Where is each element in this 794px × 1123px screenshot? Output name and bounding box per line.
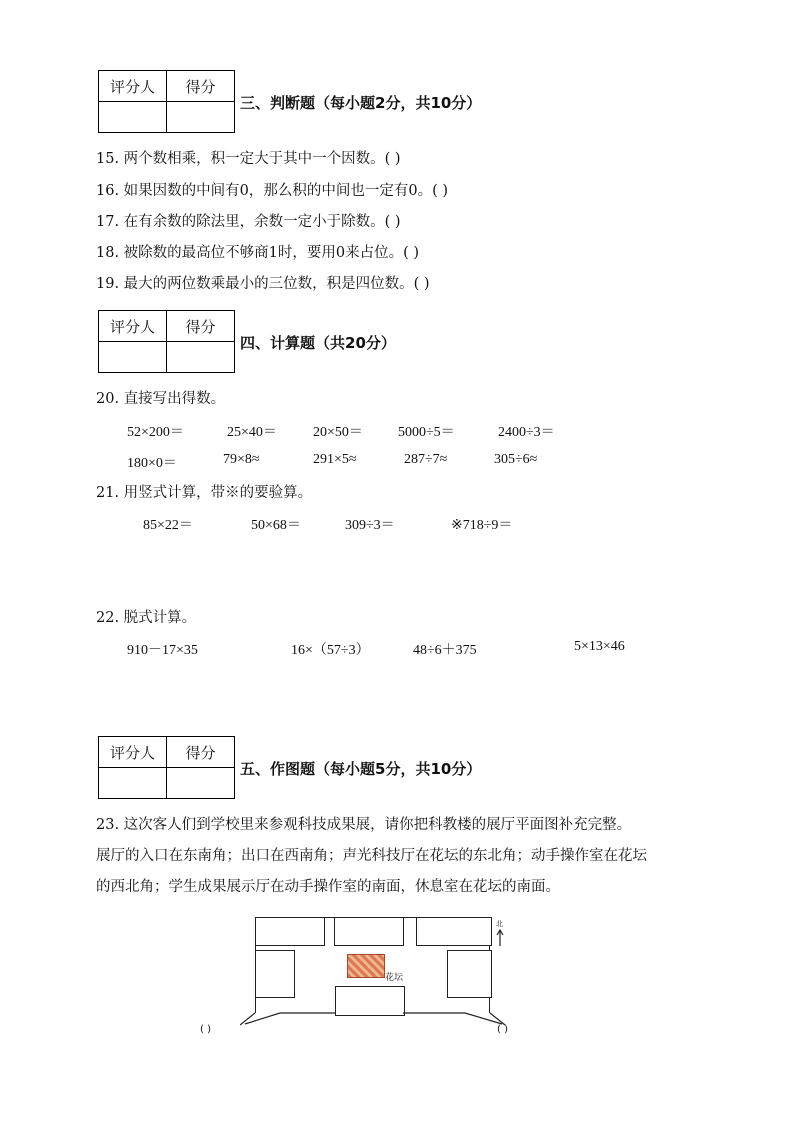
flowerbed-label: 花坛 — [385, 973, 404, 983]
q20-r1-3: 20×50＝ — [313, 425, 363, 440]
reviewer-label: 评分人 — [99, 311, 167, 342]
q20-r1-5: 2400÷3＝ — [498, 425, 555, 440]
score-cell[interactable] — [167, 768, 235, 799]
q22-3: 48÷6＋375 — [413, 643, 477, 658]
section3-title: 三、判断题（每小题2分，共10分） — [240, 94, 482, 112]
q23-line2: 展厅的入口在东南角；出口在西南角；声光科技厅在花坛的东北角；动手操作室在花坛 — [96, 848, 647, 864]
q21-1: 85×22＝ — [143, 518, 193, 533]
section4-title: 四、计算题（共20分） — [240, 334, 396, 352]
q20-r2-2: 79×8≈ — [223, 452, 260, 467]
q16: 16. 如果因数的中间有0，那么积的中间也一定有0。( ) — [96, 183, 449, 199]
section5-title: 五、作图题（每小题5分，共10分） — [240, 760, 482, 778]
q20-r1-2: 25×40＝ — [227, 425, 277, 440]
q20-r2-5: 305÷6≈ — [494, 452, 538, 467]
reviewer-label: 评分人 — [99, 71, 167, 102]
reviewer-cell[interactable] — [99, 342, 167, 373]
blank-left[interactable]: ( ) — [200, 1024, 211, 1035]
q20-r1-1: 52×200＝ — [127, 425, 184, 440]
q23-line1: 23. 这次客人们到学校里来参观科技成果展，请你把科教楼的展厅平面图补充完整。 — [96, 817, 632, 833]
q21-label: 21. 用竖式计算，带※的要验算。 — [96, 485, 313, 501]
q21-4: ※718÷9＝ — [451, 518, 513, 533]
q20-r2-4: 287÷7≈ — [404, 452, 448, 467]
score-cell[interactable] — [167, 342, 235, 373]
room-top-right[interactable] — [416, 917, 492, 946]
q20-r2-3: 291×5≈ — [313, 452, 357, 467]
score-table-3 — [98, 70, 235, 133]
reviewer-cell[interactable] — [99, 102, 167, 133]
q20-r1-4: 5000÷5＝ — [398, 425, 455, 440]
north-arrow-icon — [495, 929, 505, 947]
q20-label: 20. 直接写出得数。 — [96, 391, 226, 407]
score-cell[interactable] — [167, 102, 235, 133]
q20-r2-1: 180×0＝ — [127, 456, 177, 471]
q19: 19. 最大的两位数乘最小的三位数，积是四位数。( ) — [96, 276, 430, 292]
score-label: 得分 — [167, 311, 235, 342]
q21-3: 309÷3＝ — [345, 518, 395, 533]
q15: 15. 两个数相乘，积一定大于其中一个因数。( ) — [96, 151, 401, 167]
bottom-walls — [240, 1000, 510, 1030]
room-top-left[interactable] — [255, 917, 325, 946]
room-west[interactable] — [255, 950, 295, 998]
north-label: 北 — [496, 920, 503, 928]
q22-label: 22. 脱式计算。 — [96, 610, 197, 626]
flowerbed-icon — [347, 954, 385, 978]
score-label: 得分 — [167, 737, 235, 768]
score-label: 得分 — [167, 71, 235, 102]
blank-right[interactable]: ( ) — [497, 1024, 508, 1035]
room-east[interactable] — [447, 950, 492, 998]
score-table-5 — [98, 736, 235, 799]
q18: 18. 被除数的最高位不够商1时，要用0来占位。( ) — [96, 245, 420, 261]
q22-4: 5×13×46 — [574, 639, 625, 654]
reviewer-label: 评分人 — [99, 737, 167, 768]
q21-2: 50×68＝ — [251, 518, 301, 533]
score-table-4 — [98, 310, 235, 373]
room-top-center[interactable] — [334, 917, 404, 946]
q22-1: 910－17×35 — [127, 643, 198, 658]
q22-2: 16×（57÷3） — [291, 643, 370, 658]
reviewer-cell[interactable] — [99, 768, 167, 799]
q17: 17. 在有余数的除法里，余数一定小于除数。( ) — [96, 214, 401, 230]
q23-line3: 的西北角；学生成果展示厅在动手操作室的南面，休息室在花坛的南面。 — [96, 879, 560, 895]
